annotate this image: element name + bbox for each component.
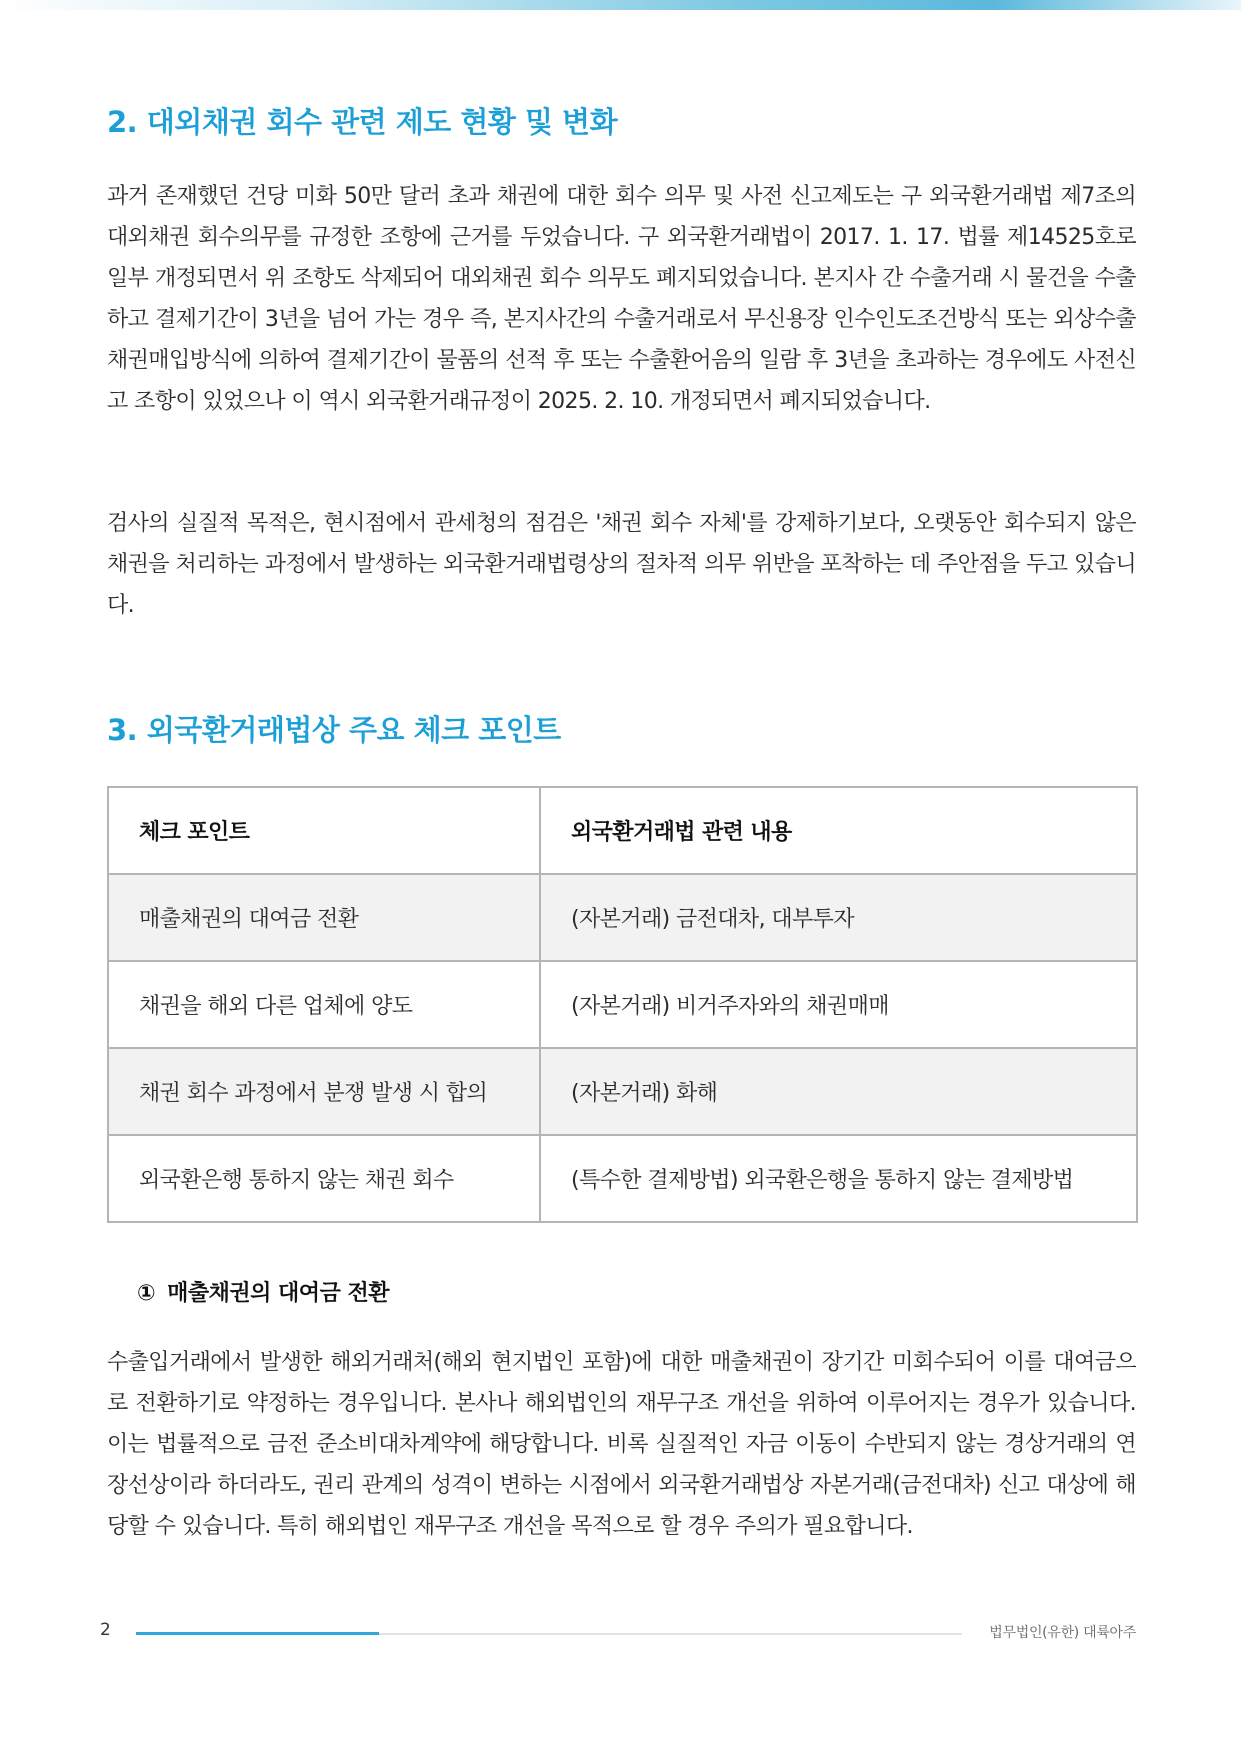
table-cell: (특수한 결제방법) 외국환은행을 통하지 않는 결제방법 <box>540 1135 1137 1222</box>
section-3-heading: 3. 외국환거래법상 주요 체크 포인트 <box>107 713 561 747</box>
table-row <box>108 1048 1137 1135</box>
table-cell: (자본거래) 비거주자와의 채권매매 <box>540 961 1137 1048</box>
check-point-table <box>107 786 1138 1223</box>
table-cell: (자본거래) 화해 <box>540 1048 1137 1135</box>
footer-firm-name: 법무법인(유한) 대륙아주 <box>989 1625 1136 1641</box>
table-cell: 채권 회수 과정에서 분쟁 발생 시 합의 <box>108 1048 540 1135</box>
subsection-title: 매출채권의 대여금 전환 <box>167 1281 389 1306</box>
table-cell: 매출채권의 대여금 전환 <box>108 874 540 961</box>
footer-divider-accent <box>136 1632 379 1635</box>
page-number: 2 <box>100 1620 111 1640</box>
subsection-paragraph: 수출입거래에서 발생한 해외거래처(해외 현지법인 포함)에 대한 매출채권이 장기간 미회수되어 이를 대여금으로 전환하기로 약정하는 경우입니다. 본사나 해외법인의 재무구조 개선을 위하여 이루어지는 경우가 있습니다. 이는 법률적으로 금전 준소비대차계약에 해당합니다. 비록 실질적인 자금 이동이 수반되지 않는 경상거래의 연장선상이라 하더라도, 권리 관계의 성격이 변하는 시점에서 외국환거래법상 자본거래(금전대차) 신고 대상에 해당할 수 있습니다. 특히 해외법인 재무구조 개선을 목적으로 할 경우 주의가 필요합니다. <box>107 1350 1136 1539</box>
table-cell: 채권을 해외 다른 업체에 양도 <box>108 961 540 1048</box>
subsection-heading <box>137 1276 389 1307</box>
table-header-row <box>108 787 1137 874</box>
table-header-check-point: 체크 포인트 <box>108 787 540 874</box>
table-row <box>108 961 1137 1048</box>
section-2-heading: 2. 대외채권 회수 관련 제도 현황 및 변화 <box>107 105 618 139</box>
table-row <box>108 1135 1137 1222</box>
table-row <box>108 874 1137 961</box>
subsection-number: ① <box>137 1281 156 1306</box>
table-cell: (자본거래) 금전대차, 대부투자 <box>540 874 1137 961</box>
top-gradient-bar <box>0 0 1241 10</box>
table-header-law-content: 외국환거래법 관련 내용 <box>540 787 1137 874</box>
section-2-paragraph-2: 검사의 실질적 목적은, 현시점에서 관세청의 점검은 '채권 회수 자체'를 강제하기보다, 오랫동안 회수되지 않은 채권을 처리하는 과정에서 발생하는 외국환거래법령상의 절차적 의무 위반을 포착하는 데 주안점을 두고 있습니다. <box>107 511 1136 618</box>
table-cell: 외국환은행 통하지 않는 채권 회수 <box>108 1135 540 1222</box>
section-2-paragraph-1: 과거 존재했던 건당 미화 50만 달러 초과 채권에 대한 회수 의무 및 사전 신고제도는 구 외국환거래법 제7조의 대외채권 회수의무를 규정한 조항에 근거를 두었습니다. 구 외국환거래법이 2017. 1. 17. 법률 제14525호로 일부 개정되면서 위 조항도 삭제되어 대외채권 회수 의무도 폐지되었습니다. 본지사 간 수출거래 시 물건을 수출하고 결제기간이 3년을 넘어 가는 경우 즉, 본지사간의 수출거래로서 무신용장 인수인도조건방식 또는 외상수출채권매입방식에 의하여 결제기간이 물품의 선적 후 또는 수출환어음의 일람 후 3년을 초과하는 경우에도 사전신고 조항이 있었으나 이 역시 외국환거래규정이 2025. 2. 10. 개정되면서 폐지되었습니다. <box>107 184 1136 414</box>
